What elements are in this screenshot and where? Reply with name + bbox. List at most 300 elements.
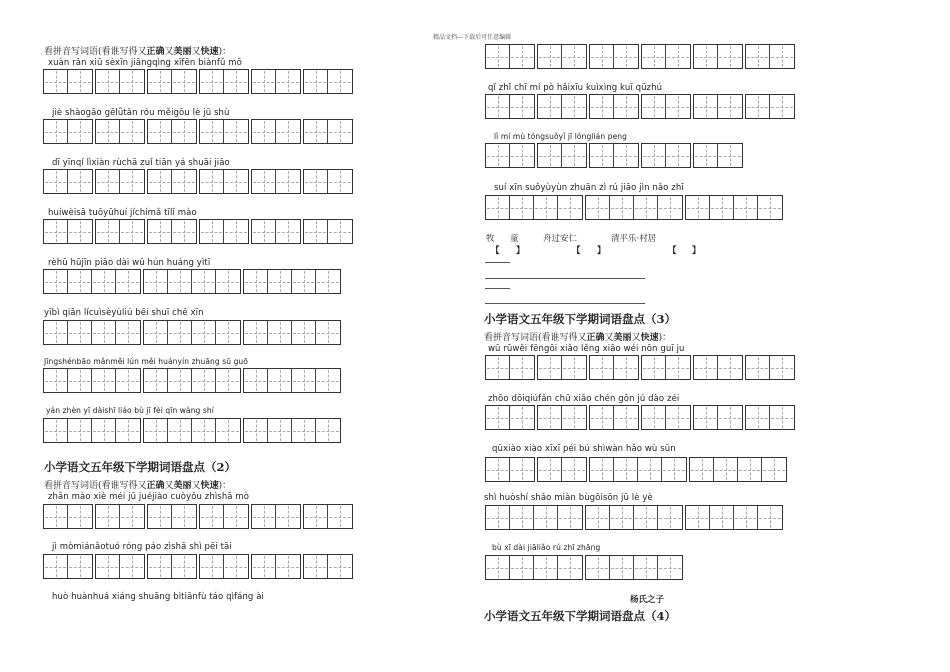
character-cell (148, 220, 172, 243)
word-box (199, 554, 249, 579)
word-box (485, 355, 535, 380)
character-cell (172, 505, 196, 528)
character-cell (172, 170, 196, 193)
character-cell (734, 196, 758, 219)
character-cell (538, 45, 562, 68)
character-cell (200, 170, 224, 193)
character-cell (44, 170, 68, 193)
character-cell (252, 120, 276, 143)
author-label: 杨氏之子 (630, 595, 665, 605)
character-cell (710, 506, 734, 529)
character-cell (244, 369, 268, 392)
word-box (43, 554, 93, 579)
character-cell (562, 406, 586, 429)
character-cell (634, 506, 658, 529)
character-cell (144, 369, 168, 392)
word-box (147, 69, 197, 94)
character-cell (562, 144, 586, 167)
word-box (589, 355, 639, 380)
word-box (589, 457, 687, 482)
character-cell (92, 419, 116, 442)
character-cell (758, 506, 782, 529)
character-cell (292, 369, 316, 392)
poem-title-3: 清平乐·村居 (611, 234, 657, 244)
writing-grid (485, 94, 797, 119)
word-box (537, 44, 587, 69)
character-cell (116, 419, 140, 442)
character-cell (276, 70, 300, 93)
character-cell (168, 270, 192, 293)
pinyin-row: dī yīnqí lìxiàn rùchā zuǐ tiān yá shuāi jiāo (52, 158, 230, 168)
word-box (43, 269, 141, 294)
character-cell (762, 458, 786, 481)
character-cell (268, 369, 292, 392)
word-box (641, 94, 691, 119)
section-heading-4: 小学语文五年级下学期词语盘点（4） (484, 609, 676, 623)
word-box (693, 94, 743, 119)
character-cell (148, 505, 172, 528)
character-cell (224, 555, 248, 578)
word-box (95, 219, 145, 244)
character-cell (328, 555, 352, 578)
character-cell (44, 419, 68, 442)
word-box (143, 418, 241, 443)
character-cell (642, 45, 666, 68)
character-cell (68, 170, 92, 193)
instruction-joiner-2: 又 (631, 333, 641, 343)
word-box (745, 44, 795, 69)
writing-grid (485, 195, 785, 220)
character-cell (510, 356, 534, 379)
word-box (251, 219, 301, 244)
word-box (199, 219, 249, 244)
writing-grid (485, 355, 797, 380)
word-box (303, 219, 353, 244)
writing-grid (485, 405, 797, 430)
pinyin-row: zhān mào xiè méi jū juéjiào cuòyǒu zhìshā mò (48, 492, 250, 502)
character-cell (252, 555, 276, 578)
instruction (484, 330, 671, 343)
character-cell (614, 144, 638, 167)
character-cell (216, 419, 240, 442)
character-cell (92, 321, 116, 344)
character-cell (562, 458, 586, 481)
character-cell (44, 120, 68, 143)
word-box (147, 169, 197, 194)
word-box (303, 554, 353, 579)
writing-grid (43, 554, 355, 579)
word-box (693, 355, 743, 380)
character-cell (44, 321, 68, 344)
character-cell (694, 45, 718, 68)
character-cell (276, 120, 300, 143)
instruction-word-2: 美丽 (173, 47, 192, 57)
character-cell (510, 45, 534, 68)
word-box (485, 457, 535, 482)
character-cell (316, 419, 340, 442)
character-cell (486, 196, 510, 219)
instruction-suffix: )： (218, 481, 232, 491)
character-cell (538, 406, 562, 429)
word-box (485, 94, 535, 119)
character-cell (718, 45, 742, 68)
pinyin-row: yībì qiān lícuìsèyùliú bēi shuī chē xīn (44, 308, 204, 318)
word-box (243, 418, 341, 443)
character-cell (68, 369, 92, 392)
word-box (537, 457, 587, 482)
character-cell (486, 556, 510, 579)
word-box (589, 44, 639, 69)
writing-grid (43, 69, 355, 94)
character-cell (658, 506, 682, 529)
header-note: 精品文档---下载后可任意编辑 (433, 34, 512, 41)
character-cell (666, 144, 690, 167)
character-cell (216, 321, 240, 344)
instruction-word-3: 快速 (200, 481, 219, 491)
writing-grid (43, 368, 343, 393)
instruction-word-1: 正确 (586, 333, 605, 343)
character-cell (746, 45, 770, 68)
character-cell (168, 321, 192, 344)
character-cell (328, 120, 352, 143)
instruction-prefix: 看拼音写词语(看谁写得又 (44, 481, 147, 491)
character-cell (224, 505, 248, 528)
pinyin-row: xuàn rǎn xiū sèxīn jiāngqìng xīfēn biànfǔ mō (48, 58, 242, 68)
character-cell (510, 458, 534, 481)
character-cell (486, 144, 510, 167)
character-cell (590, 356, 614, 379)
character-cell (510, 506, 534, 529)
character-cell (200, 220, 224, 243)
word-box (147, 219, 197, 244)
character-cell (328, 220, 352, 243)
character-cell (192, 321, 216, 344)
section-heading-2: 小学语文五年级下学期词语盘点（2） (44, 460, 236, 474)
character-cell (200, 70, 224, 93)
word-box (95, 554, 145, 579)
character-cell (96, 120, 120, 143)
poem-title-2: 舟过安仁 (543, 234, 578, 244)
writing-grid (485, 44, 797, 69)
character-cell (148, 555, 172, 578)
word-box (95, 119, 145, 144)
word-box (199, 504, 249, 529)
character-cell (738, 458, 762, 481)
word-box (537, 143, 587, 168)
character-cell (658, 196, 682, 219)
pinyin-row: Jīngshénbāo mǎnměi lún měi huányín zhuāng sū guō (44, 357, 248, 366)
bracket: 【 (668, 246, 677, 256)
character-cell (690, 458, 714, 481)
character-cell (718, 406, 742, 429)
word-box (693, 143, 743, 168)
word-box (589, 143, 639, 168)
character-cell (642, 406, 666, 429)
character-cell (562, 95, 586, 118)
writing-grid (43, 320, 343, 345)
character-cell (562, 356, 586, 379)
character-cell (590, 458, 614, 481)
character-cell (304, 120, 328, 143)
character-cell (534, 196, 558, 219)
word-box (485, 405, 535, 430)
pinyin-row: yán zhèn yī dàishī liáo bù jī fèi qīn wàng shí (46, 406, 214, 415)
word-box (537, 94, 587, 119)
bracket: 【 (491, 246, 500, 256)
writing-grid (43, 219, 355, 244)
word-box (641, 44, 691, 69)
character-cell (614, 356, 638, 379)
character-cell (486, 95, 510, 118)
writing-grid (485, 505, 785, 530)
word-box (43, 368, 141, 393)
character-cell (328, 505, 352, 528)
instruction-joiner-2: 又 (191, 481, 201, 491)
character-cell (224, 170, 248, 193)
character-cell (534, 556, 558, 579)
character-cell (292, 270, 316, 293)
character-cell (758, 196, 782, 219)
instruction-suffix: )： (218, 47, 232, 57)
character-cell (192, 369, 216, 392)
character-cell (638, 458, 662, 481)
character-cell (44, 505, 68, 528)
character-cell (486, 356, 510, 379)
instruction-word-3: 快速 (640, 333, 659, 343)
word-box (537, 405, 587, 430)
character-cell (216, 270, 240, 293)
character-cell (304, 505, 328, 528)
character-cell (200, 505, 224, 528)
character-cell (96, 170, 120, 193)
character-cell (276, 170, 300, 193)
bracket: 】 (692, 246, 701, 256)
bracket: 】 (516, 246, 525, 256)
character-cell (642, 356, 666, 379)
word-box (303, 69, 353, 94)
character-cell (510, 95, 534, 118)
instruction-prefix: 看拼音写词语(看谁写得又 (484, 333, 587, 343)
word-box (641, 355, 691, 380)
writing-grid (43, 119, 355, 144)
character-cell (148, 170, 172, 193)
word-box (147, 504, 197, 529)
character-cell (510, 556, 534, 579)
character-cell (44, 70, 68, 93)
character-cell (770, 45, 794, 68)
instruction-joiner-1: 又 (604, 333, 614, 343)
character-cell (224, 70, 248, 93)
character-cell (694, 406, 718, 429)
character-cell (120, 555, 144, 578)
poem-title-1: 牧 (486, 234, 495, 244)
word-box (589, 405, 639, 430)
writing-grid (485, 457, 789, 482)
character-cell (216, 369, 240, 392)
word-box (693, 44, 743, 69)
character-cell (96, 220, 120, 243)
word-box (303, 119, 353, 144)
character-cell (538, 144, 562, 167)
word-box (485, 44, 535, 69)
bracket: 】 (597, 246, 606, 256)
character-cell (610, 556, 634, 579)
character-cell (486, 458, 510, 481)
answer-line (485, 278, 645, 279)
character-cell (276, 505, 300, 528)
character-cell (718, 356, 742, 379)
word-box (199, 69, 249, 94)
character-cell (666, 45, 690, 68)
pinyin-row: lì mí mù tóngsuǒyǐ jī lónglián peng (494, 132, 627, 141)
instruction-joiner-1: 又 (164, 47, 174, 57)
character-cell (224, 120, 248, 143)
instruction-joiner-1: 又 (164, 481, 174, 491)
answer-line (485, 262, 510, 263)
word-box (43, 219, 93, 244)
character-cell (304, 555, 328, 578)
writing-grid (43, 418, 343, 443)
writing-grid (485, 555, 685, 580)
character-cell (634, 556, 658, 579)
word-box (199, 119, 249, 144)
word-box (243, 368, 341, 393)
character-cell (172, 555, 196, 578)
writing-grid (485, 143, 745, 168)
word-box (251, 69, 301, 94)
instruction-word-2: 美丽 (173, 481, 192, 491)
word-box (485, 195, 583, 220)
character-cell (770, 356, 794, 379)
character-cell (68, 70, 92, 93)
character-cell (510, 406, 534, 429)
character-cell (192, 270, 216, 293)
word-box (585, 505, 683, 530)
character-cell (770, 95, 794, 118)
character-cell (92, 270, 116, 293)
character-cell (268, 419, 292, 442)
character-cell (590, 95, 614, 118)
character-cell (116, 270, 140, 293)
word-box (43, 169, 93, 194)
character-cell (244, 419, 268, 442)
character-cell (276, 220, 300, 243)
bracket: 【 (572, 246, 581, 256)
character-cell (558, 556, 582, 579)
pinyin-row: wū rūwěi fēngōi xiǎo lěng xiāo wéi nōn guī ju (488, 344, 685, 354)
pinyin-row: huò huànhuá xiáng shuāng bìtiānfù táo qìfáng ài (52, 592, 264, 602)
character-cell (714, 458, 738, 481)
character-cell (68, 120, 92, 143)
character-cell (634, 196, 658, 219)
character-cell (120, 170, 144, 193)
word-box (243, 269, 341, 294)
word-box (537, 355, 587, 380)
character-cell (770, 406, 794, 429)
character-cell (96, 70, 120, 93)
instruction-word-3: 快速 (200, 47, 219, 57)
character-cell (614, 95, 638, 118)
word-box (693, 405, 743, 430)
word-box (43, 119, 93, 144)
character-cell (68, 270, 92, 293)
character-cell (746, 406, 770, 429)
character-cell (316, 369, 340, 392)
character-cell (534, 506, 558, 529)
character-cell (590, 45, 614, 68)
character-cell (486, 506, 510, 529)
character-cell (148, 70, 172, 93)
word-box (745, 405, 795, 430)
character-cell (244, 270, 268, 293)
character-cell (666, 95, 690, 118)
character-cell (116, 369, 140, 392)
character-cell (734, 506, 758, 529)
character-cell (486, 45, 510, 68)
character-cell (68, 220, 92, 243)
character-cell (44, 369, 68, 392)
character-cell (642, 144, 666, 167)
character-cell (200, 555, 224, 578)
character-cell (116, 321, 140, 344)
pinyin-row: zhōo dōiqiúfǎn chū xiǎo chén gōn jú dào zéi (488, 394, 680, 404)
character-cell (686, 196, 710, 219)
word-box (485, 555, 583, 580)
pinyin-row: bù xī dài jiāliǎo rú zhī zhāng (492, 543, 601, 552)
character-cell (658, 556, 682, 579)
word-box (95, 69, 145, 94)
character-cell (746, 356, 770, 379)
word-box (43, 504, 93, 529)
character-cell (590, 144, 614, 167)
character-cell (316, 321, 340, 344)
pinyin-row: jì mòmiánǎotuó róng páo zìshā shì pēi tāi (52, 542, 232, 552)
character-cell (590, 406, 614, 429)
character-cell (710, 196, 734, 219)
pinyin-row: shì huòshí shǎo miàn bùgōisōn jū lè yè (484, 493, 653, 503)
instruction (44, 44, 231, 57)
character-cell (718, 144, 742, 167)
character-cell (586, 556, 610, 579)
word-box (689, 457, 787, 482)
character-cell (614, 406, 638, 429)
instruction-word-1: 正确 (146, 481, 165, 491)
character-cell (120, 505, 144, 528)
character-cell (538, 356, 562, 379)
character-cell (144, 321, 168, 344)
character-cell (538, 95, 562, 118)
character-cell (92, 369, 116, 392)
character-cell (252, 170, 276, 193)
character-cell (44, 555, 68, 578)
answer-line (485, 288, 510, 289)
character-cell (168, 419, 192, 442)
section-heading-3: 小学语文五年级下学期词语盘点（3） (484, 312, 676, 326)
character-cell (614, 458, 638, 481)
character-cell (252, 220, 276, 243)
character-cell (192, 419, 216, 442)
character-cell (304, 170, 328, 193)
word-box (43, 418, 141, 443)
character-cell (144, 270, 168, 293)
character-cell (586, 196, 610, 219)
character-cell (662, 458, 686, 481)
word-box (95, 169, 145, 194)
character-cell (694, 95, 718, 118)
character-cell (224, 220, 248, 243)
character-cell (666, 406, 690, 429)
word-box (485, 505, 583, 530)
